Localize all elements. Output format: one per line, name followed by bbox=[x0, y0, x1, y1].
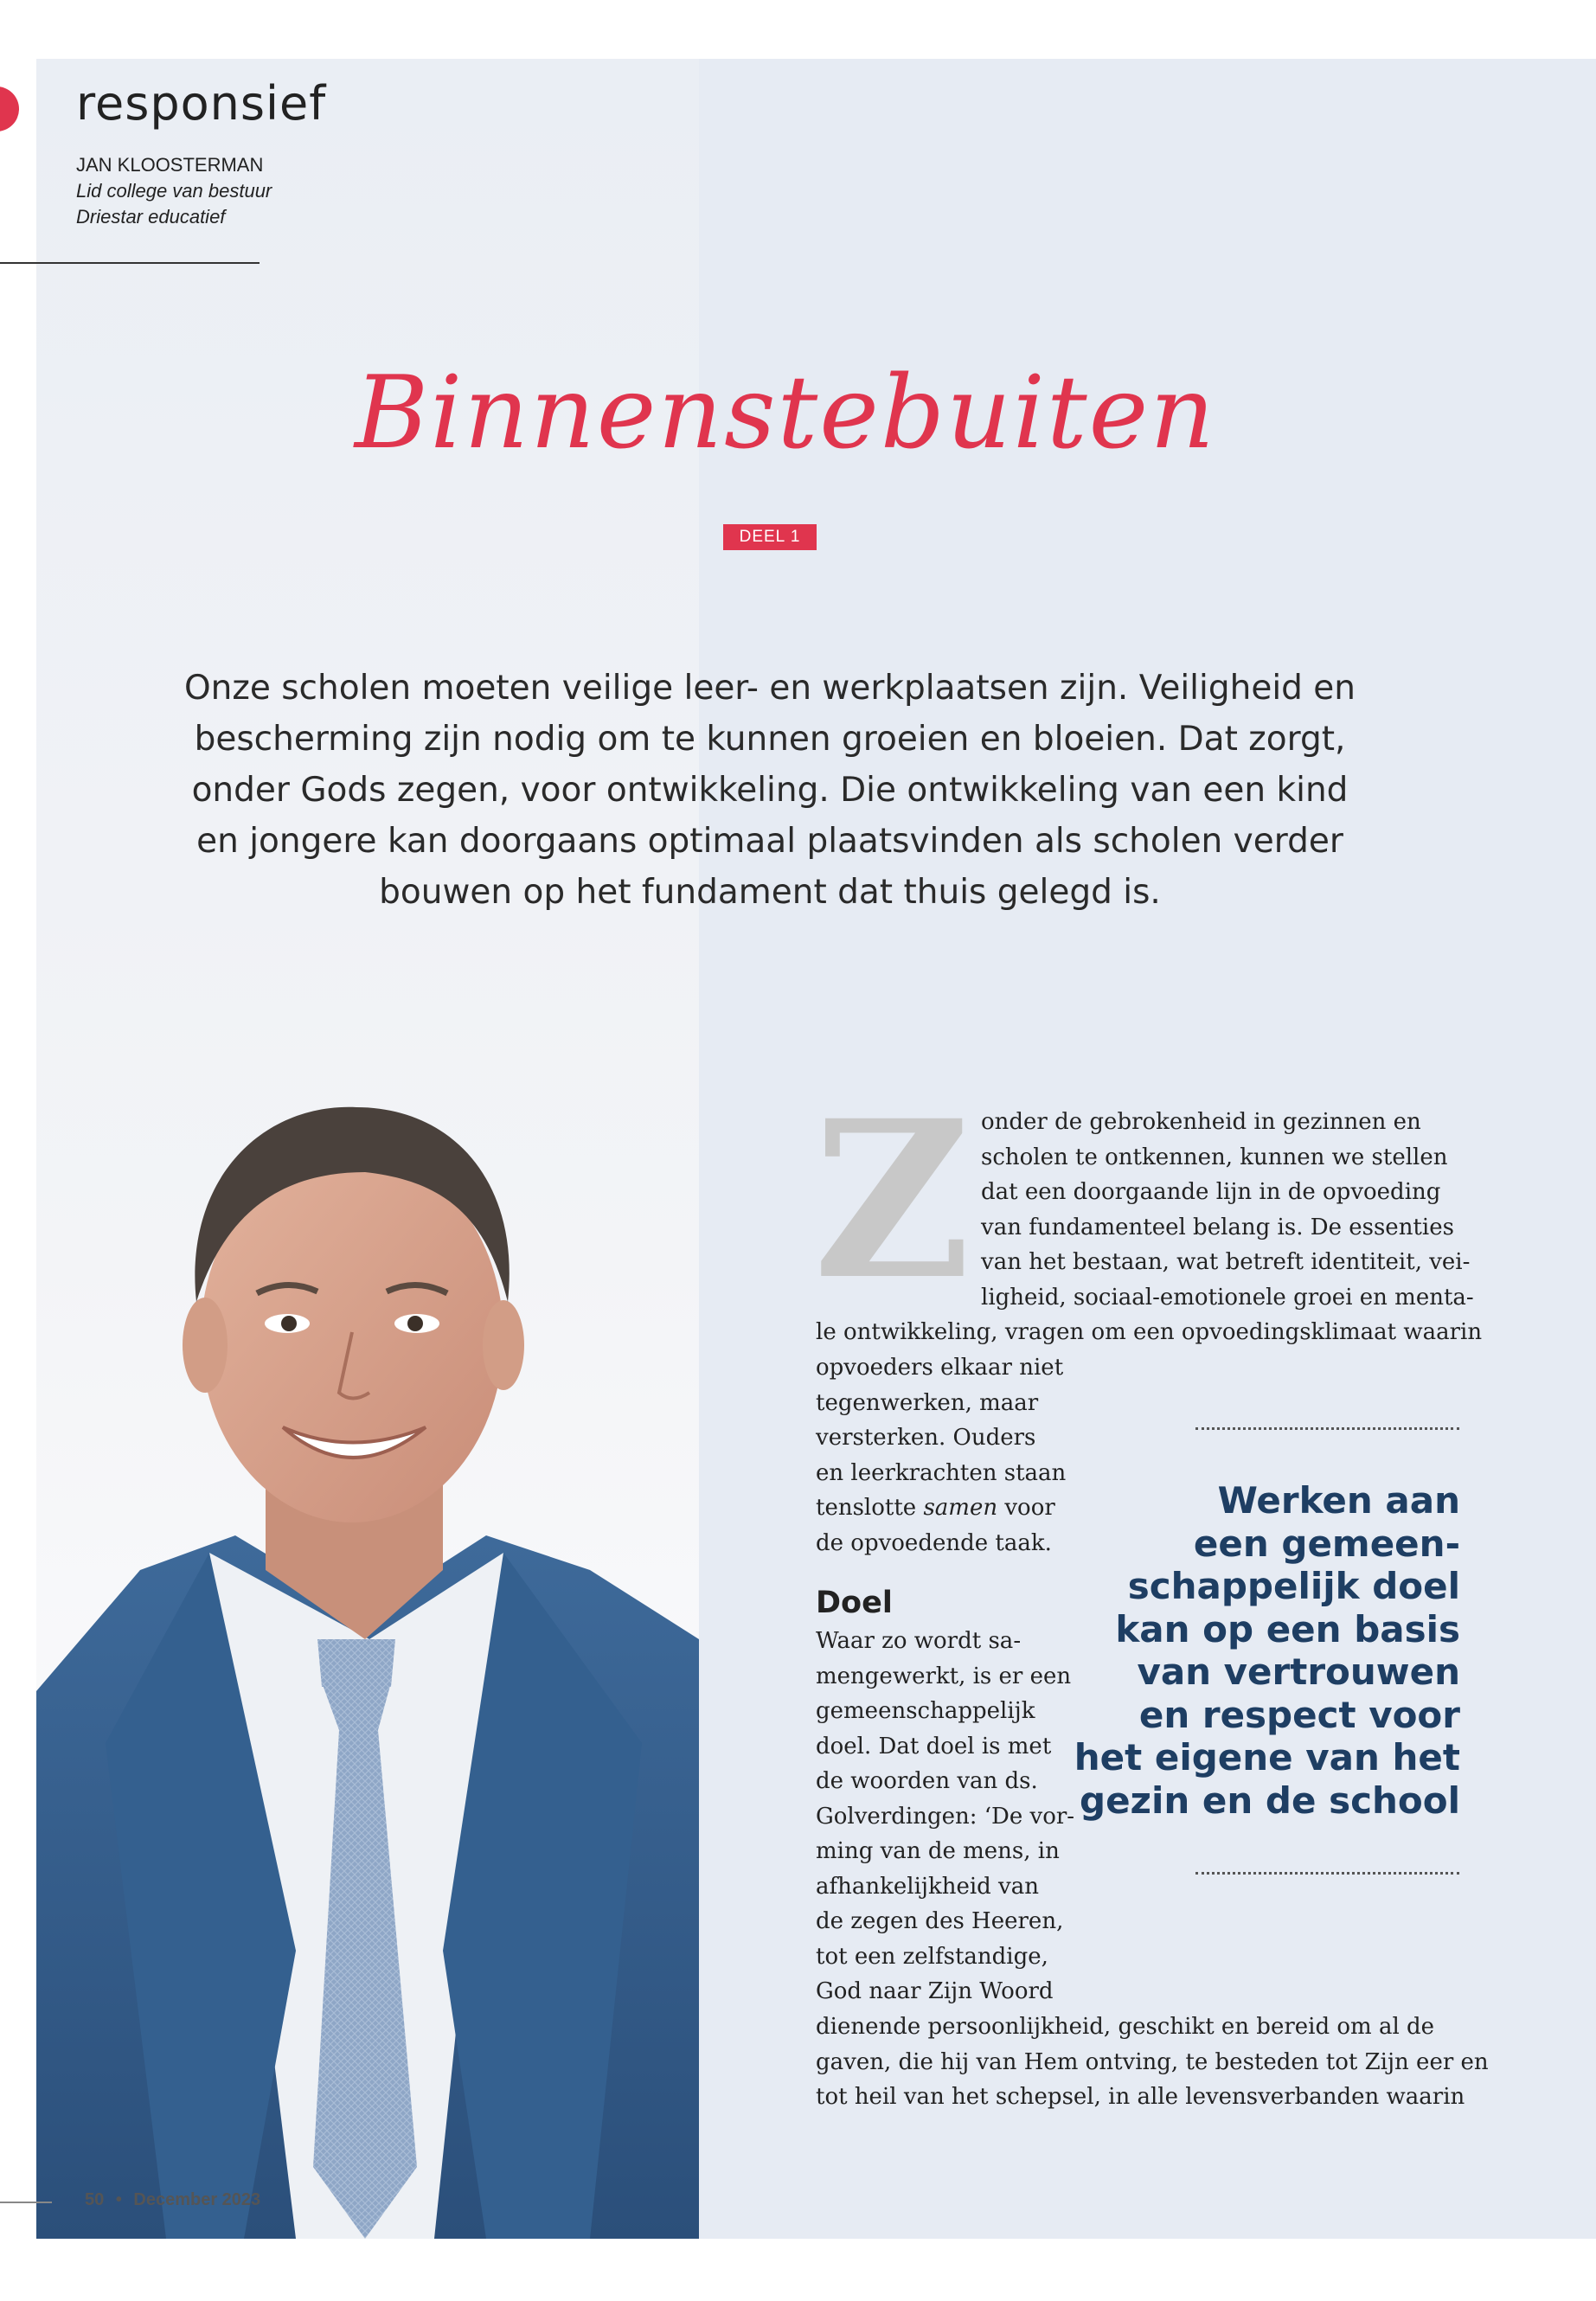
article-line: tot heil van het schepsel, in alle levensverbanden waarin bbox=[816, 2084, 1465, 2110]
article-line: Golverdingen: ‘De vor- bbox=[816, 1803, 1075, 1830]
drop-cap: Z bbox=[813, 1073, 971, 1327]
article-lines-bottom bbox=[816, 2009, 1489, 2115]
footer-separator: • bbox=[115, 2190, 122, 2209]
article-line: van fundamenteel belang is. De essenties bbox=[981, 1214, 1454, 1240]
pull-quote-line: schappelijk doel bbox=[1127, 1565, 1460, 1607]
article-line: dat een doorgaande lijn in de opvoeding bbox=[981, 1179, 1441, 1205]
article-line: tegenwerken, maar bbox=[816, 1389, 1039, 1416]
article-line: afhankelijkheid van bbox=[816, 1873, 1039, 1900]
pull-quote-line: Werken aan bbox=[1217, 1479, 1460, 1522]
part-badge: DEEL 1 bbox=[723, 524, 817, 550]
article-line: scholen te ontkennen, kunnen we stellen bbox=[981, 1144, 1448, 1170]
author-organization: Driestar educatief bbox=[76, 206, 226, 228]
article-line: ligheid, sociaal-emotionele groei en menta- bbox=[981, 1284, 1474, 1311]
article-line: Waar zo wordt sa- bbox=[816, 1628, 1022, 1654]
article-line: de opvoedende taak. bbox=[816, 1529, 1052, 1556]
issue-date: December 2023 bbox=[133, 2190, 261, 2209]
pullquote-divider-bottom bbox=[1195, 1872, 1459, 1875]
pull-quote-line: van vertrouwen bbox=[1137, 1650, 1460, 1693]
pull-quote-line: en respect voor bbox=[1138, 1693, 1460, 1736]
page-footer bbox=[85, 2190, 260, 2210]
author-portrait bbox=[36, 1086, 699, 2239]
article-line: doel. Dat doel is met bbox=[816, 1733, 1052, 1759]
article-line: de zegen des Heeren, bbox=[816, 1908, 1064, 1934]
intro-paragraph: Onze scholen moeten veilige leer- en werkplaatsen zijn. Veiligheid en bescherming zijn nodig om te kunnen groeien en bloeien. Dat zorgt, onder Gods zegen, voor ontwikkeling. Die ontwikkeling van een kind en jongere kan doorgaans optimaal plaatsvinden als scholen verder bouwen op het fundament dat thuis gelegd is. bbox=[183, 669, 1356, 912]
article-line: God naar Zijn Woord bbox=[816, 1978, 1054, 2004]
article-line: van het bestaan, wat betreft identiteit, vei- bbox=[981, 1249, 1471, 1275]
emphasis: samen bbox=[923, 1495, 998, 1521]
article-line: gaven, die hij van Hem ontving, te besteden tot Zijn eer en bbox=[816, 2048, 1489, 2075]
pull-quote-line: kan op een basis bbox=[1115, 1607, 1460, 1650]
text-run: voor bbox=[997, 1495, 1055, 1521]
article-line: versterken. Ouders bbox=[816, 1425, 1036, 1451]
pull-quote bbox=[1038, 1479, 1460, 1822]
portrait-image bbox=[36, 1086, 699, 2239]
article-lines-narrow-2 bbox=[816, 1624, 1074, 2009]
pull-quote-line: het eigene van het bbox=[1074, 1736, 1460, 1779]
article-line: de woorden van ds. bbox=[816, 1768, 1038, 1794]
article-lines-narrow-1 bbox=[816, 1350, 1066, 1561]
article-line: mengewerkt, is er een bbox=[816, 1663, 1072, 1689]
author-name: JAN KLOOSTERMAN bbox=[76, 154, 264, 176]
article-line: tot een zelfstandige, bbox=[816, 1943, 1048, 1970]
article-title: Binnenstebuiten bbox=[355, 355, 1216, 471]
article-line: dienende persoonlijkheid, geschikt en bereid om al de bbox=[816, 2014, 1435, 2040]
pullquote-divider-top bbox=[1195, 1427, 1459, 1430]
article-line: ming van de mens, in bbox=[816, 1838, 1060, 1864]
article-line: gemeenschappelijk bbox=[816, 1698, 1035, 1724]
footer-rule bbox=[0, 2202, 52, 2203]
section-marker bbox=[0, 87, 19, 131]
article-line: onder de gebrokenheid in gezinnen en bbox=[981, 1109, 1421, 1135]
article-lines-top bbox=[981, 1105, 1474, 1315]
pull-quote-line: een gemeen- bbox=[1193, 1522, 1460, 1565]
article-line: opvoeders elkaar niet bbox=[816, 1355, 1064, 1381]
article-line: en leerkrachten staan bbox=[816, 1459, 1067, 1486]
article-line-full: le ontwikkeling, vragen om een opvoedingsklimaat waarin bbox=[816, 1319, 1483, 1345]
page-number: 50 bbox=[85, 2190, 105, 2209]
section-label: responsief bbox=[76, 76, 327, 131]
article-line-samen bbox=[816, 1490, 1066, 1526]
text-run: tenslotte bbox=[816, 1495, 924, 1521]
author-role: Lid college van bestuur bbox=[76, 180, 272, 202]
header-divider bbox=[0, 262, 260, 264]
pull-quote-line: gezin en de school bbox=[1080, 1779, 1460, 1822]
subheading-doel: Doel bbox=[816, 1586, 893, 1620]
